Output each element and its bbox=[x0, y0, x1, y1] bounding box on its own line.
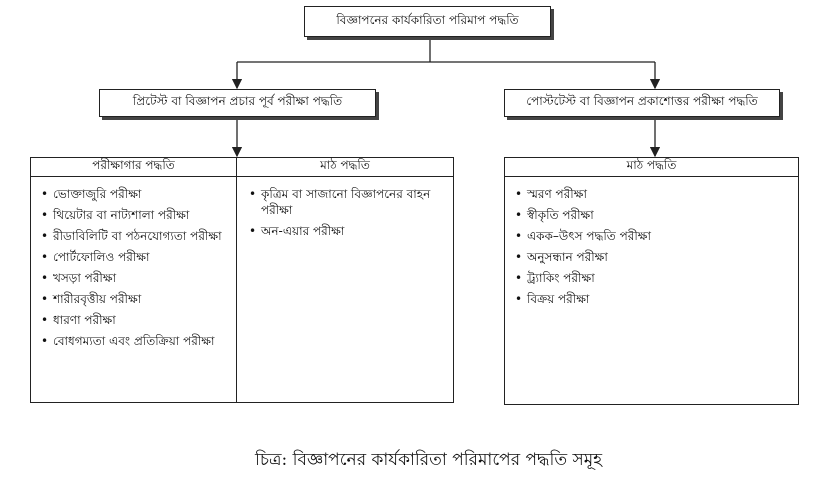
list-item: • থিয়েটার বা নাট্যশালা পরীক্ষা bbox=[41, 207, 229, 223]
list-item: • রীডাবিলিটি বা পঠনযোগ্যতা পরীক্ষা bbox=[41, 228, 229, 244]
list-item: • স্বীকৃতি পরীক্ষা bbox=[515, 207, 790, 223]
list-item: • অন-এয়ার পরীক্ষা bbox=[249, 223, 445, 239]
list-item: • বোধগম্যতা এবং প্রতিক্রিয়া পরীক্ষা bbox=[41, 333, 229, 349]
posttest-field-header bbox=[505, 158, 798, 177]
list-item: • বিক্রয় পরীক্ষা bbox=[515, 291, 790, 307]
pretest-lab-title: পরীক্ষাগার পদ্ধতি bbox=[92, 158, 175, 172]
list-item: • ভোক্তাজুরি পরীক্ষা bbox=[41, 186, 229, 202]
figure-caption: চিত্র: বিজ্ঞাপনের কার্যকারিতা পরিমাপের পদ্ধতি সমূহ bbox=[255, 450, 603, 470]
posttest-field-box bbox=[504, 157, 799, 405]
pretest-lab-box bbox=[30, 157, 237, 403]
pretest-lab-list bbox=[41, 186, 229, 354]
list-item: • শারীরবৃত্তীয় পরীক্ষা bbox=[41, 291, 229, 307]
pretest-field-header bbox=[237, 158, 453, 177]
posttest-field-list bbox=[515, 186, 790, 312]
pretest-label: প্রিটেস্ট বা বিজ্ঞাপন প্রচার পূর্ব পরীক্ষা পদ্ধতি bbox=[132, 94, 343, 108]
list-item: • একক–উৎস পদ্ধতি পরীক্ষা bbox=[515, 228, 790, 244]
posttest-field-title: মাঠ পদ্ধতি bbox=[626, 158, 677, 172]
pretest-node bbox=[99, 89, 376, 117]
posttest-node bbox=[504, 89, 780, 117]
top-node-label: বিজ্ঞাপনের কার্যকারিতা পরিমাপ পদ্ধতি bbox=[336, 12, 519, 27]
list-item: • কৃত্রিম বা সাজানো বিজ্ঞাপনের বাহন পরীক্ষা bbox=[249, 186, 445, 218]
list-item: • স্মরণ পরীক্ষা bbox=[515, 186, 790, 202]
list-item: • ট্র্যাকিং পরীক্ষা bbox=[515, 270, 790, 286]
pretest-field-box bbox=[236, 157, 454, 403]
pretest-field-title: মাঠ পদ্ধতি bbox=[320, 158, 370, 172]
list-item: • পোর্টফোলিও পরীক্ষা bbox=[41, 249, 229, 265]
pretest-lab-header bbox=[31, 158, 236, 177]
top-node bbox=[304, 6, 551, 37]
list-item: • অনুসন্ধান পরীক্ষা bbox=[515, 249, 790, 265]
list-item: • ধারণা পরীক্ষা bbox=[41, 312, 229, 328]
pretest-field-list bbox=[249, 186, 445, 244]
list-item: • খসড়া পরীক্ষা bbox=[41, 270, 229, 286]
posttest-label: পোস্টটেস্ট বা বিজ্ঞাপন প্রকাশোত্তর পরীক্ষা পদ্ধতি bbox=[526, 94, 758, 108]
